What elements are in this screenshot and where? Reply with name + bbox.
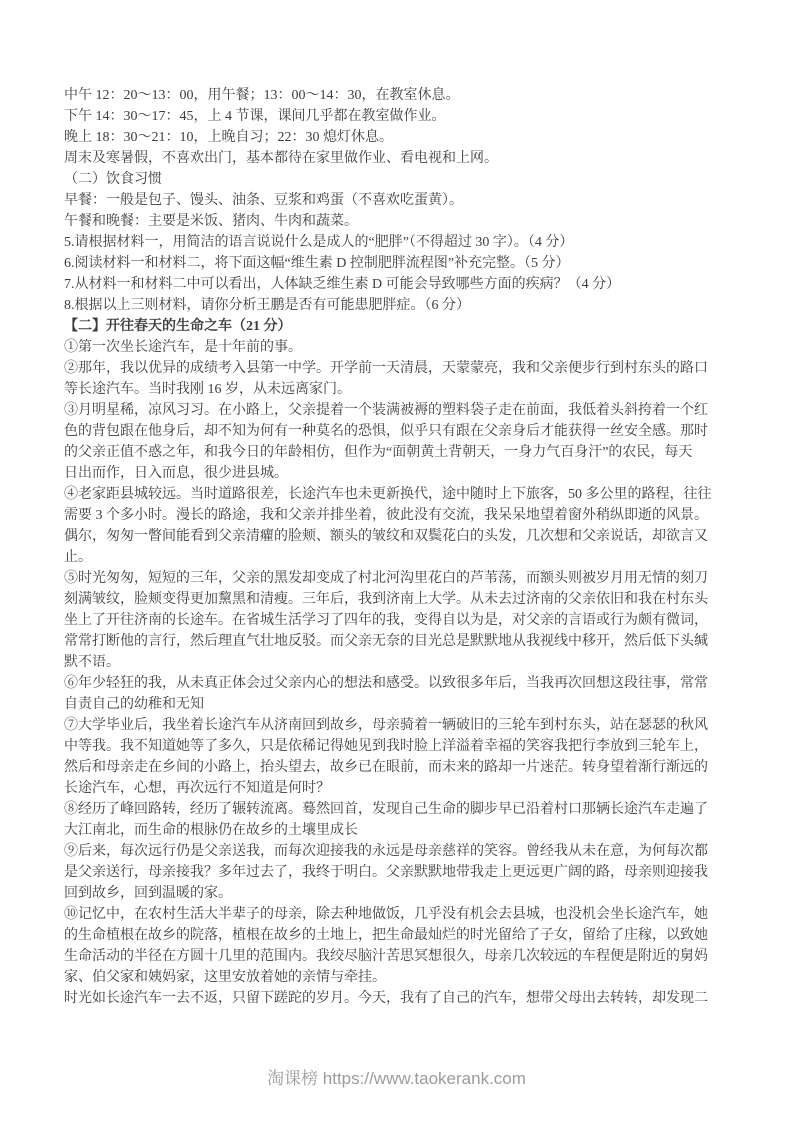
doc-line: 长途汽车，心想，再次远行不知道是何时？ bbox=[64, 781, 330, 796]
doc-line: 自责自己的幼稚和无知 bbox=[64, 697, 204, 712]
question-8: 8.根据以上三则材料，请你分析王鹏是否有可能患肥胖症。（6 分） bbox=[64, 298, 470, 313]
doc-line: ⑥年少轻狂的我，从未真正体会过父亲内心的想法和感受。以致很多年后，当我再次回想这段往事，常常 bbox=[64, 676, 708, 691]
doc-line: 生命活动的半径在方圆十几里的范围内。我绞尽脑汁苦思冥想很久，母亲几次较远的车程便是附近的舅妈 bbox=[64, 949, 708, 964]
doc-line: 偶尔，匆匆一瞥间能看到父亲清癯的脸颊、额头的皱纹和双鬓花白的头发，几次想和父亲说话，却欲言又 bbox=[64, 529, 708, 544]
doc-line: 需要 3 个多小时。漫长的路途，我和父亲并排坐着，彼此没有交流，我呆呆地望着窗外稍纵即逝的风景。 bbox=[64, 508, 708, 523]
doc-line: 日出而作，日入而息，很少进县城。 bbox=[64, 466, 288, 481]
doc-line: 是父亲送行，母亲接我？多年过去了，我终于明白。父亲默默地带我走上更远更广阔的路，母亲则迎接我 bbox=[64, 865, 708, 880]
doc-line: ④老家距县城较远。当时道路很差，长途汽车也未更新换代，途中随时上下旅客，50 多公里的路程，往往 bbox=[64, 487, 712, 502]
question-7: 7.从材料一和材料二中可以看出，人体缺乏维生素 D 可能会导致哪些方面的疾病？（4 分） bbox=[64, 277, 621, 292]
section-heading: （二）饮食习惯 bbox=[64, 172, 162, 187]
doc-line: 大江南北，而生命的根脉仍在故乡的土壤里成长 bbox=[64, 823, 358, 838]
doc-line: ⑦大学毕业后，我坐着长途汽车从济南回到故乡，母亲骑着一辆破旧的三轮车到村东头，站在瑟瑟的秋风 bbox=[64, 718, 708, 733]
doc-line: 然后和母亲走在乡间的小路上，抬头望去，故乡已在眼前，而未来的路却一片迷茫。转身望着渐行渐远的 bbox=[64, 760, 708, 775]
doc-line: 周末及寒暑假，不喜欢出门，基本都待在家里做作业、看电视和上网。 bbox=[64, 151, 498, 166]
doc-line: 下午 14：30～17：45，上 4 节课，课间几乎都在教室做作业。 bbox=[64, 109, 446, 124]
doc-line: ②那年，我以优异的成绩考入县第一中学。开学前一天清晨，天蒙蒙亮，我和父亲便步行到村东头的路口 bbox=[64, 361, 708, 376]
doc-line: ⑤时光匆匆，短短的三年，父亲的黑发却变成了村北河沟里花白的芦苇荡，而额头则被岁月用无情的刻刀 bbox=[64, 571, 708, 586]
doc-line: ⑨后来，每次远行仍是父亲送我，而每次迎接我的永远是母亲慈祥的笑容。曾经我从未在意，为何每次都 bbox=[64, 844, 708, 859]
doc-line: 晚上 18：30～21：10，上晚自习；22：30 熄灯休息。 bbox=[64, 130, 393, 145]
doc-line: 默不语。 bbox=[64, 655, 120, 670]
doc-line: ⑧经历了峰回路转，经历了辗转流离。蓦然回首，发现自己生命的脚步早已沿着村口那辆长途汽车走遍了 bbox=[64, 802, 708, 817]
doc-line: 的生命植根在故乡的院落，植根在故乡的土地上，把生命最灿烂的时光留给了子女，留给了庄稼，以致她 bbox=[64, 928, 708, 943]
doc-line: 刻满皱纹，脸颊变得更加黧黑和清瘦。三年后，我到济南上大学。从未去过济南的父亲依旧和我在村东头 bbox=[64, 592, 708, 607]
question-6: 6.阅读材料一和材料二，将下面这幅“维生素 D 控制肥胖流程图”补充完整。（5 分） bbox=[64, 256, 570, 271]
passage-title: 【二】开往春天的生命之车（21 分） bbox=[64, 319, 292, 334]
doc-line: 坐上了开往济南的长途车。在省城生活学习了四年的我，变得自以为是，对父亲的言语或行为颇有微词， bbox=[64, 613, 708, 628]
doc-line: 中等我。我不知道她等了多久，只是依稀记得她见到我时脸上洋溢着幸福的笑容我把行李放到三轮车上， bbox=[64, 739, 708, 754]
site-watermark: 淘课榜 https://www.taokerank.com bbox=[267, 1069, 526, 1088]
doc-line: ③月明星稀，凉风习习。在小路上，父亲提着一个装满被褥的塑料袋子走在前面，我低着头斜挎着一个红 bbox=[64, 403, 708, 418]
doc-line: 常常打断他的言行，然后理直气壮地反驳。而父亲无奈的目光总是默默地从我视线中移开，然后低下头缄 bbox=[64, 634, 708, 649]
doc-line: 止。 bbox=[64, 550, 92, 565]
doc-line: 等长途汽车。当时我刚 16 岁，从未远离家门。 bbox=[64, 382, 351, 397]
doc-line: ⑩记忆中，在农村生活大半辈子的母亲，除去种地做饭，几乎没有机会去县城，也没机会坐长途汽车，她 bbox=[64, 907, 708, 922]
document-body bbox=[64, 85, 724, 1009]
doc-line: 色的背包跟在他身后，却不知为何有一种莫名的恐惧，似乎只有跟在父亲身后才能获得一丝安全感。那时 bbox=[64, 424, 708, 439]
doc-line: 中午 12：20～13：00，用午餐；13：00～14：30，在教室休息。 bbox=[64, 88, 460, 103]
doc-line: 回到故乡，回到温暖的家。 bbox=[64, 886, 232, 901]
doc-line: 时光如长途汽车一去不返，只留下蹉跎的岁月。今天，我有了自己的汽车，想带父母出去转转，却发现二 bbox=[64, 991, 708, 1006]
doc-line: 午餐和晚餐：主要是米饭、猪肉、牛肉和蔬菜。 bbox=[64, 214, 358, 229]
doc-line: ①第一次坐长途汽车，是十年前的事。 bbox=[64, 340, 302, 355]
doc-line: 的父亲正值不惑之年，和我今日的年龄相仿，但作为“面朝黄土背朝天，一身力气百身汗”的农民，每天 bbox=[64, 445, 693, 460]
doc-line: 早餐：一般是包子、馒头、油条、豆浆和鸡蛋（不喜欢吃蛋黄）。 bbox=[64, 193, 463, 208]
question-5: 5.请根据材料一，用简洁的语言说说什么是成人的“肥胖”（不得超过 30 字）。（4 分） bbox=[64, 235, 574, 250]
doc-line: 家、伯父家和姨妈家，这里安放着她的亲情与牵挂。 bbox=[64, 970, 386, 985]
